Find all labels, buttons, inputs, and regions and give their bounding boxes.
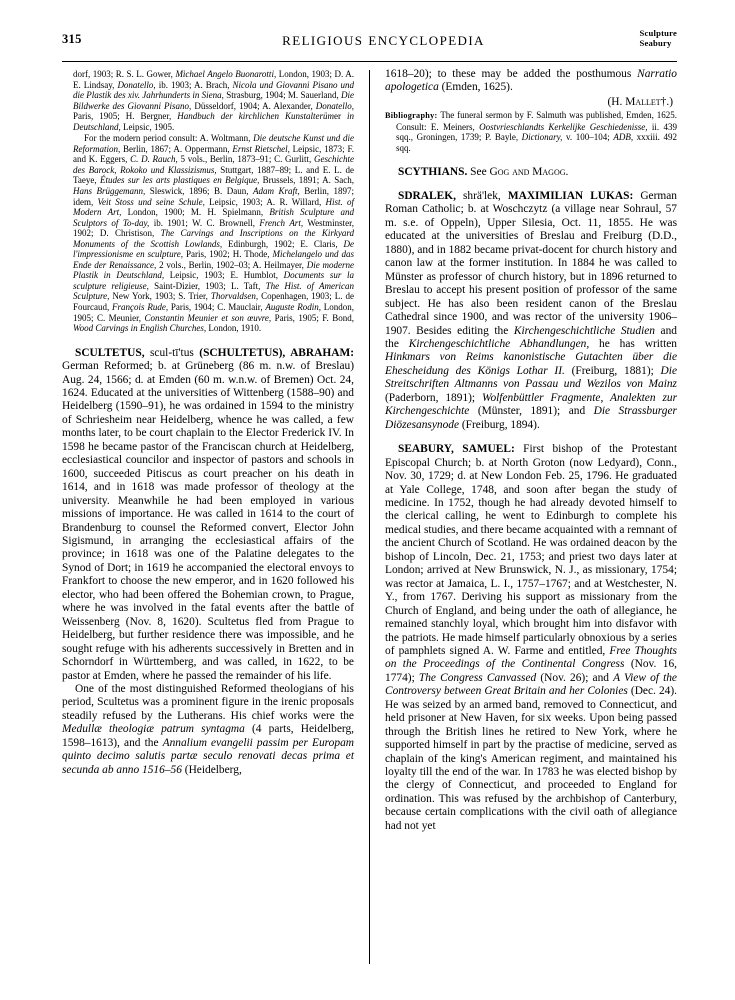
works-intro: One of the most distinguished Reformed theologians of his period, Scultetus was a prominent figure in the irenic proposals steadily refused by the Lutherans. His chief works were the — [62, 683, 354, 722]
entry-pronunciation-sdralek: shrä'lek, — [462, 190, 501, 202]
seabury-mid-c: (Dec. 24). He was seized by an armed band, removed to Connecticut, and held prisoner at New Haven, for six weeks. Upon being passed through the British lines he retired to New York, where he supported himself in part by the practise of medicine, served as chaplain of the king's American regiment, and maintained his loyalty till the end of the war. In 1783 he was elected bishop by the clergy of Connecticut, and proceeded to England for ordination. This was refused by the archbishop of Canterbury, because certain complications with the civil oath of allegiance had not yet — [385, 685, 677, 832]
works-mid: (4 parts, Heidelberg, 1598–1613), and the — [62, 723, 355, 749]
entry-body-sdralek: German Roman Catholic; b. at Woschczytz (a village near Sohraul, 57 m. s.e. of Oppeln), Upper Silesia, Oct. 11, 1855. He was educated at the universities of Breslau and Freiburg (D.D., 1880), and in 1882 became privat-docent for church history and canon law at the former institution. In 1884 he was called to Münster as professor of church history, but in 1896 returned to Breslau to accept his present position of professor of the same subject. He has also been resident canon of the Breslau Cathedral since 1900, and was rector of the university 1906–1907. Besides editing the — [385, 190, 677, 337]
running-guide-words — [640, 28, 677, 48]
right-column — [385, 68, 677, 984]
entry-headword-scultetus: SCULTETUS, — [75, 346, 145, 359]
entry-signature-scultetus — [385, 96, 677, 109]
sdralek-mid-d: (Paderborn, 1891); — [385, 391, 482, 404]
entry-scultetus-continued — [385, 68, 677, 95]
header-rule — [62, 61, 677, 62]
entry-headword-scythians: SCYTHIANS. — [398, 165, 468, 178]
entry-headword-sdralek: SDRALEK, — [398, 190, 456, 202]
sdralek-mid-b: he has written — [589, 337, 678, 350]
sdralek-mid-c: (Freiburg, 1881); — [564, 364, 661, 377]
work-title-kg-studien: Kirchengeschichtliche Studien — [513, 324, 655, 337]
work-title-streitschriften: Die Streitschriften Altmanns von Passau und Wezilos von Mainz — [385, 364, 677, 391]
column-divider — [354, 68, 385, 984]
entry-altname-scultetus: (SCHULTETUS), ABRAHAM: — [199, 346, 354, 359]
entry-scultetus-works — [62, 683, 354, 777]
works-end: (Heidelberg, — [181, 763, 242, 776]
two-column-body — [62, 68, 677, 984]
work-title-medullae: Medullæ theologiæ patrum syntagma — [62, 723, 245, 736]
entry-pronunciation-scultetus: scul-tī'tus — [150, 346, 194, 359]
signature-author: (H. Mallet†.) — [607, 95, 673, 108]
entry-body-scultetus: German Reformed; b. at Grüneberg (86 m. n.w. of Breslau) Aug. 24, 1566; d. at Emden (60 m. w.n.w. of Bremen) Oct. 24, 1624. Educated at the universities of Wittenberg (1588–90) and Heidelberg (1590–91), he was ordained in 1594 to the ministry of Schriesheim near Heidelberg, whence he was called, a few months later, to be court chaplain to the Elector Frederick IV. In 1598 he became pastor of the Franciscan church at Heidelberg, ecclesiastical councilor and inspector of pastors and schools in 1600, succeeded Pitiscus as court preacher on his death in 1614, and in 1618 was made professor of theology at the university. Meanwhile he had been employed in various missions of importance. He was called in 1614 to the court of Brandenburg to counsel the Reformed convert, Elector John Sigismund, in arranging the ecclesiastical affairs of the province; in 1618 was one of the Palatine delegates to the Synod of Dort; in 1619 he accompanied the electoral envoys to Frankfort to choose the new emperor, and in 1620 followed his elector, who had been offered the Bohemian crown, to Prague, where he was involved in the fatal events after the battle of Weissenberg (Nov. 8, 1620). Scultetus fled from Prague to Heidelberg, but further residence there was impossible, and he sought refuge with his adherents successively in Bretten and in Schorndorf in Württemberg, and was called, in 1622, to be pastor at Emden, where he passed the remainder of his life. — [62, 360, 354, 682]
entry-scythians — [385, 166, 677, 179]
page-title-word-2: ENCYCLOPEDIA — [368, 33, 485, 48]
bibliography-body: The funeral sermon by F. Salmuth was published, Emden, 1625. Consult: E. Meiners, Oostvrieschlandts Kerkelijke Geschiedenisse, ii. 439 sqq., Groningen, 1739; P. Bayle, Dictionary, v. 100–104; ADB, xxxiii. 492 sqq. — [396, 110, 677, 153]
work-title-congress-canvassed: The Congress Canvassed — [418, 671, 537, 684]
entry-sdralek — [385, 190, 677, 432]
work-title-free-thoughts: Free Thoughts on the Proceedings of the Continental Congress — [385, 644, 677, 671]
xref-see: See — [470, 165, 490, 178]
running-head — [62, 30, 677, 56]
page-title — [62, 33, 677, 49]
scultetus-bibliography — [385, 110, 677, 153]
continued-text-end: (Emden, 1625). — [438, 81, 513, 94]
work-title-narratio: Narratio apologetica — [385, 68, 677, 94]
sdralek-mid-e: (Münster, 1891); and — [469, 405, 594, 418]
work-title-view-of-controversy: A View of the Controversy between Great Britain and her Colonies — [385, 671, 677, 698]
entry-seabury — [385, 443, 677, 833]
guide-word-first: Sculpture — [639, 28, 677, 38]
page-title-word-1: RELIGIOUS — [282, 33, 364, 48]
sdralek-mid-f: (Freiburg, 1894). — [459, 418, 540, 431]
seabury-mid-b: (Nov. 26); and — [536, 671, 614, 684]
sculpture-bibliography-continued: dorf, 1903; R. S. L. Gower, Michael Angelo Buonarotti, London, 1903; D. A. E. Lindsay, Donatello, ib. 1903; A. Brach, Nicola und Giovanni Pisano und die Plastik des xiv. Jahrhunderts in Siena, Strasburg, 1904; M. Sauerland, Die Bildwerke des Giovanni Pisano, Düsseldorf, 1904; A. Alexander, Donatello, Paris, 1905; H. Bergner, Handbuch der kirchlichen Kunstalterümer in Deutschland, Leipsic, 1905. — [73, 69, 355, 132]
work-title-wolfenbuettler: Wolfenbüttler Fragmente, Analekten zur Kirchengeschichte — [385, 391, 678, 418]
guide-word-last: Seabury — [639, 38, 672, 49]
seabury-mid-a: (Nov. 16, 1774); — [385, 658, 678, 684]
sdralek-mid-a: and the — [385, 324, 677, 350]
entry-scultetus — [62, 347, 354, 683]
entry-name-sdralek: MAXIMILIAN LUKAS: — [507, 190, 634, 202]
xref-target-gog-and-magog: Gog and Magog. — [489, 165, 569, 178]
continued-text: 1618–20); to these may be added the posthumous — [385, 68, 638, 80]
sculpture-bibliography-modern-period: For the modern period consult: A. Woltmann, Die deutsche Kunst und die Reformation, Berlin, 1867; A. Oppermann, Ernst Rietschel, Leipsic, 1873; F. and K. Eggers, C. D. Rauch, 5 vols., Berlin, 1873–91; C. Gurlitt, Geschichte des Barock, Rokoko und Klassizismus, Stuttgart, 1887–89; L. and E. L. de Taeye, Études sur les arts plastiques en Belgique, Brussels, 1891; A. Sach, Hans Brüggemann, Sleswick, 1896; B. Daun, Adam Kraft, Berlin, 1897; idem, Veit Stoss und seine Schule, Leipsic, 1903; A. R. Willard, Hist. of Modern Art, London, 1900; M. H. Spielmann, British Sculpture and Sculptors of To-day, ib. 1901; W. C. Brownell, French Art, Westminster, 1902; D. Christison, The Carvings and Inscriptions on the Kirkyard Monuments of the Scottish Lowlands, Edinburgh, 1902; E. Claris, De l'impressionisme en sculpture, Paris, 1902; H. Thode, Michelangelo und das Ende der Renaissance, 2 vols., Berlin, 1902–03; A. Heilmayer, Die moderne Plastik in Deutschland, Leipsic, 1903; E. Humblot, Documents sur la sculpture religieuse, Saint-Dizier, 1903; L. Taft, The Hist. of American Sculpture, New York, 1903; S. Trier, Thorvaldsen, Copenhagen, 1903; L. de Fourcaud, François Rude, Paris, 1904; C. Mauclair, Auguste Rodin, London, 1905; C. Meunier, Constantin Meunier et son œuvre, Paris, 1905; F. Bond, Wood Carvings in English Churches, London, 1910. — [73, 133, 355, 334]
bibliography-label: Bibliography: — [385, 111, 438, 121]
work-title-strassburger: Die Strassburger Diözesansynode — [385, 405, 677, 431]
work-title-annalium: Annalium evangelii passim per Europam quinto decimo salutis partæ seculo renovati decas prima et secunda ab anno 1516–56 — [62, 736, 354, 776]
left-column — [62, 68, 354, 984]
page-number: 315 — [62, 32, 82, 46]
entry-headword-seabury: SEABURY, SAMUEL: — [398, 443, 515, 456]
entry-body-seabury: First bishop of the Protestant Episcopal Church; b. at North Groton (now Ledyard), Conn., Nov. 30, 1729; d. at New London Feb. 25, 1796. He graduated at Yale College, 1748, and soon after began the study of medicine. In 1752, though he had already devoted himself to the clerical calling, he went to Edinburgh to complete his medical studies, and there became acquainted with a remnant of the ancient Church of Scotland. He was ordained deacon by the bishop of Lincoln, Dec. 21, 1753; and priest two days later at London; arrived at New Brunswick, N. J., as missionary, 1754; was rector at Jamaica, L. I., 1757–1767; and at Westchester, N. Y., from 1767. Deriving his support as missionary from the Church of England, and being under the oath of allegiance, he remained stanchly loyal, which brought him into disfavor with the patriots. He made himself particularly obnoxious by a series of pamphlets signed A. W. Farme and entitled, — [385, 443, 677, 657]
work-title-hinkmars: Hinkmars von Reims kanonistische Gutachten über die Ehescheidung des Königs Lothar II. — [385, 351, 677, 377]
work-title-kg-abhandlungen: Kirchengeschichtliche Abhandlungen, — [408, 337, 590, 350]
